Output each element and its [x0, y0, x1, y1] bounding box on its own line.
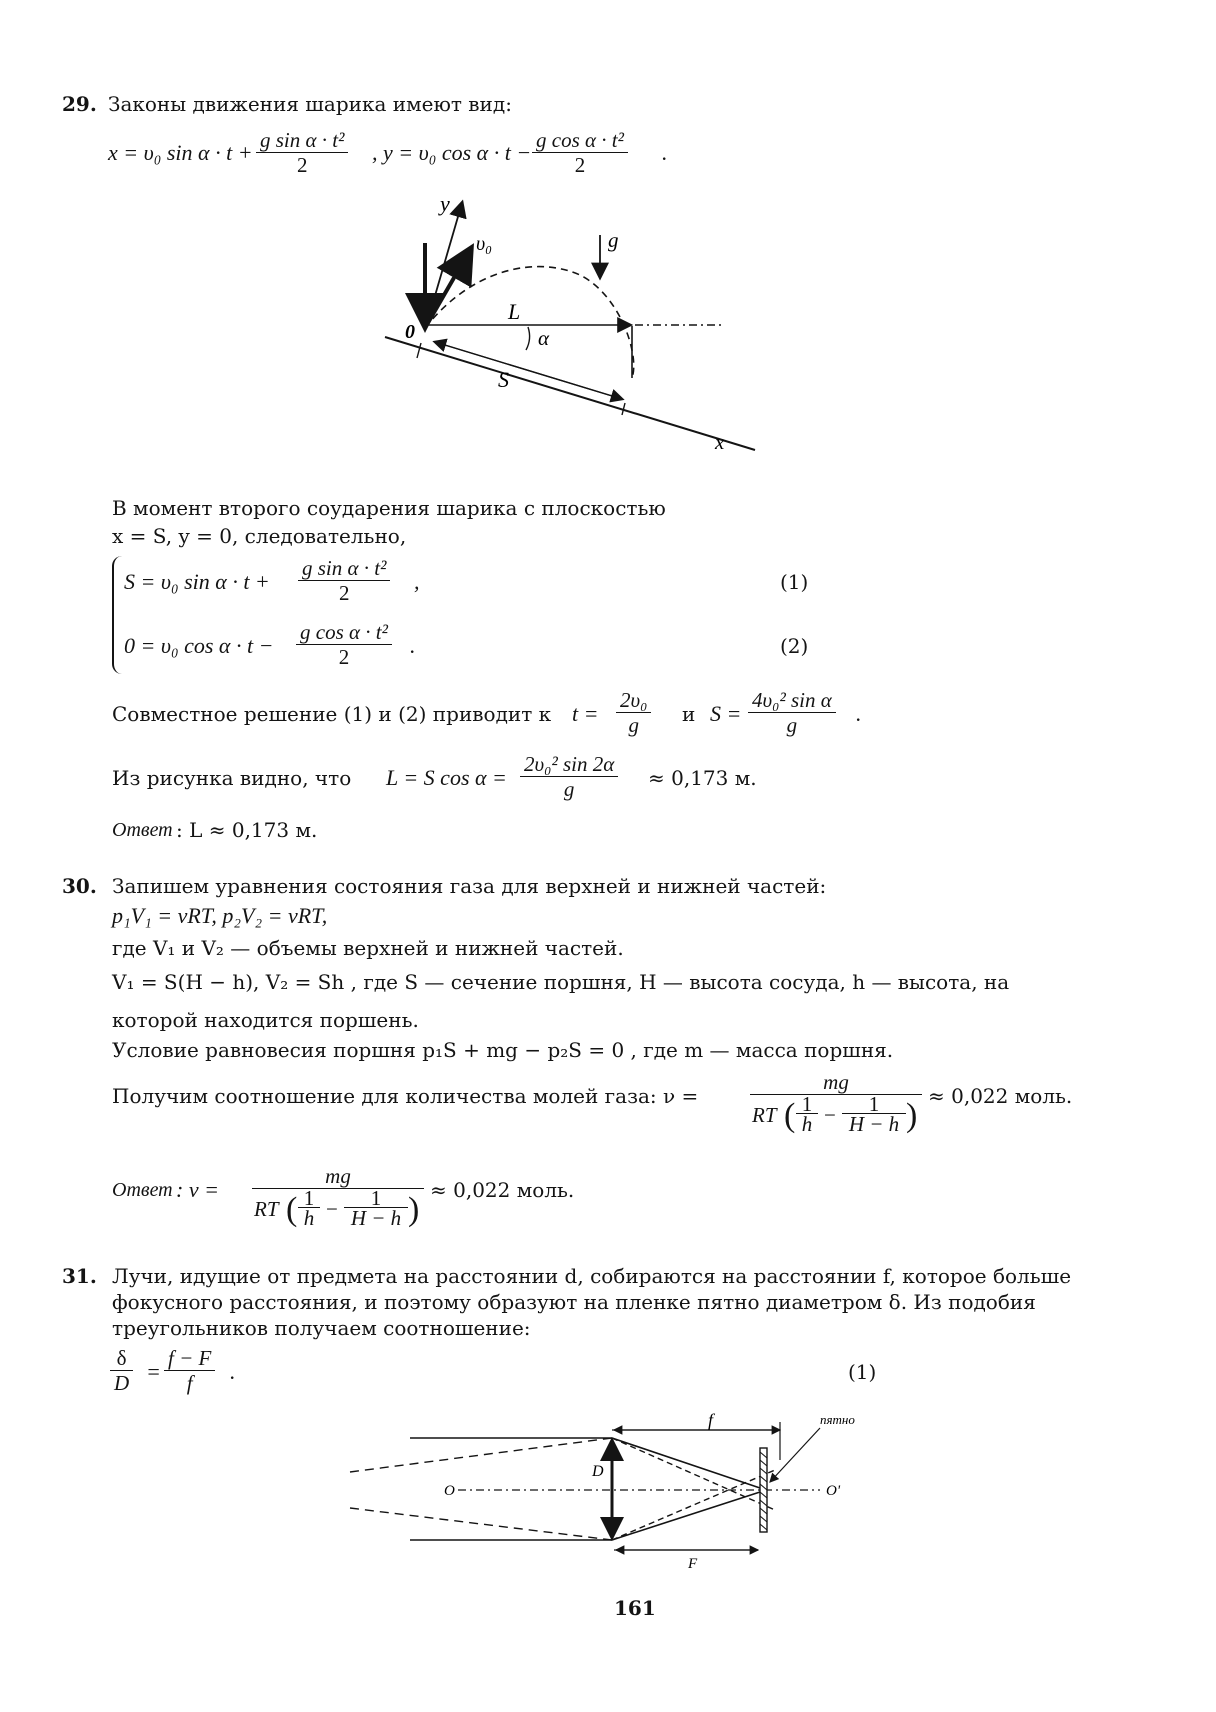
label-g: g⃗ [608, 228, 635, 252]
problem-30-number: 30. [62, 874, 97, 898]
eq2-fraction [296, 620, 392, 669]
answer-30-value: ≈ 0,022 моль. [430, 1178, 575, 1202]
label-y: y [440, 195, 450, 216]
spot-pointer [770, 1428, 820, 1482]
y-axis [425, 203, 462, 330]
law-y-denominator: 2 [574, 153, 586, 177]
eq1-tail: , [414, 569, 420, 594]
problem-31-line1: Лучи, идущие от предмета на расстоянии d, собираются на расстоянии f, которое больше [112, 1264, 1072, 1288]
t-fraction [616, 688, 651, 737]
S-line-back [435, 342, 622, 399]
problem-31-number: 31. [62, 1264, 97, 1288]
ratio-lhs-num: δ [110, 1346, 133, 1371]
ratio-eq: = [146, 1359, 161, 1384]
collision-text-2: x = S, y = 0, следовательно, [112, 524, 407, 548]
equilibrium-line: Условие равновесия поршня p₁S + mg − p₂S = 0 , где m — масса поршня. [112, 1038, 894, 1062]
collision-text-1: В момент второго соударения шарика с плоскостью [112, 496, 666, 520]
eq2-numerator: g cos α · t² [296, 620, 392, 645]
frac1-den: h [801, 1112, 813, 1136]
label-F: F [688, 1556, 698, 1570]
answer-right-paren: ) [408, 1191, 420, 1228]
where-volumes: где V₁ и V₂ — объемы верхней и нижней частей. [112, 936, 624, 960]
answer-frac2-num: 1 [344, 1189, 408, 1208]
S-numerator: 4υ₀² sin α [748, 688, 836, 713]
eq2-tag: (2) [780, 634, 809, 658]
answer-left-paren: ( [286, 1191, 298, 1228]
label-alpha: α [538, 326, 550, 350]
law-y-numerator: g cos α · t² [532, 128, 628, 153]
eq1-tag: (1) [780, 570, 809, 594]
refracted-top [612, 1438, 760, 1488]
L-lhs: L = S cos α = [386, 765, 507, 790]
nu-den-prefix: RT [752, 1103, 777, 1127]
eq1-numerator: g sin α · t² [298, 556, 390, 581]
t-lhs: t = [572, 701, 599, 726]
answer-nu-fraction [252, 1164, 424, 1229]
answer-29-label: Ответ [112, 819, 173, 841]
ratio-tag: (1) [848, 1360, 877, 1384]
trajectory [425, 267, 634, 378]
ratio-rhs-den: f [186, 1371, 193, 1395]
law-y-fraction [532, 128, 628, 177]
eq2-tail: . [410, 633, 416, 658]
nu-numerator: mg [750, 1070, 922, 1095]
answer-inner-frac1 [298, 1186, 320, 1230]
frac2-den: H − h [848, 1112, 900, 1136]
refracted-bottom-dashed [612, 1470, 775, 1540]
nu-inner-frac2 [842, 1092, 906, 1136]
t-numerator: 2υ₀ [616, 688, 651, 713]
label-v0: υ₀ [476, 233, 493, 255]
page-number: 161 [614, 1596, 656, 1620]
L-denominator: g [563, 777, 575, 801]
label-O: O [444, 1483, 455, 1499]
law-period: . [662, 140, 668, 165]
S-tick-left [417, 343, 421, 358]
L-value: ≈ 0,173 м. [648, 766, 757, 790]
answer-frac2-den: H − h [350, 1206, 402, 1230]
nu-inner-frac1 [796, 1092, 818, 1136]
answer-frac1-num: 1 [298, 1189, 320, 1208]
and-word: и [682, 702, 696, 726]
law-y-lhs: , y = υ₀ cos α · t − [372, 140, 532, 165]
S-lhs: S = [710, 701, 742, 726]
answer-minus: − [326, 1197, 338, 1221]
t-denominator: g [628, 713, 639, 737]
label-O-prime: O' [826, 1483, 841, 1499]
answer-inner-frac2 [344, 1186, 408, 1230]
label-D: D [592, 1463, 604, 1480]
answer-nu-denominator [252, 1186, 424, 1230]
L-numerator: 2υ₀² sin 2α [520, 752, 618, 777]
eq2-denominator: 2 [338, 645, 350, 669]
law-x-numerator: g sin α · t² [256, 128, 348, 153]
angle-arc [526, 327, 530, 350]
figure-text: Из рисунка видно, что [112, 766, 352, 790]
label-origin: 0 [405, 321, 415, 343]
label-x: x [715, 430, 725, 454]
L-fraction [520, 752, 618, 801]
problem-29-intro: Законы движения шарика имеют вид: [108, 92, 512, 116]
problem-29-number: 29. [62, 92, 97, 116]
answer-30-label: Ответ [112, 1179, 173, 1201]
nu-fraction [750, 1070, 922, 1135]
S-denominator: g [786, 713, 798, 737]
answer-nu-den-prefix: RT [254, 1197, 279, 1221]
velocity-vector [425, 250, 470, 328]
law-x-fraction [256, 128, 348, 177]
problem-31-line3: треугольников получаем соотношение: [112, 1316, 531, 1340]
nu-minus: − [824, 1103, 836, 1127]
ratio-rhs-num: f − F [164, 1346, 215, 1371]
eq1-lhs: S = υ₀ sin α · t + [124, 569, 270, 594]
system-brace [112, 556, 122, 674]
label-S: S [498, 367, 509, 392]
frac2-num: 1 [842, 1095, 906, 1114]
law-x-denominator: 2 [296, 153, 308, 177]
refracted-bottom [612, 1492, 760, 1540]
nu-denominator [750, 1092, 922, 1136]
moles-value: ≈ 0,022 моль. [928, 1084, 1073, 1108]
problem-31-line2: фокусного расстояния, и поэтому образуют на пленке пятно диаметром δ. Из подобия [112, 1290, 1036, 1314]
volumes-continuation: которой находится поршень. [112, 1008, 419, 1032]
eq1-denominator: 2 [338, 581, 350, 605]
moles-text: Получим соотношение для количества молей газа: ν = [112, 1084, 699, 1108]
ray-top-dashed [350, 1438, 612, 1472]
eq1-fraction [298, 556, 390, 605]
ratio-tail: . [230, 1359, 236, 1384]
left-paren: ( [784, 1097, 796, 1134]
answer-30-prefix: : ν = [176, 1177, 219, 1202]
answer-29-value: : L ≈ 0,173 м. [176, 818, 318, 842]
state-equations: p₁V₁ = νRT, p₂V₂ = νRT, [112, 903, 328, 928]
ray-bottom-dashed [350, 1508, 612, 1540]
S-fraction [748, 688, 836, 737]
label-f: f [708, 1410, 714, 1430]
incline-figure [380, 195, 800, 465]
ratio-lhs-den: D [114, 1371, 130, 1395]
refracted-top-dashed [612, 1438, 775, 1510]
volumes-line: V₁ = S(H − h), V₂ = Sh , где S — сечение поршня, H — высота сосуда, h — высота, на [112, 970, 1010, 994]
answer-nu-numerator: mg [252, 1164, 424, 1189]
lens-figure [340, 1400, 900, 1570]
ratio-rhs [164, 1346, 215, 1395]
S-tail: . [856, 701, 862, 726]
frac1-num: 1 [796, 1095, 818, 1114]
answer-frac1-den: h [303, 1206, 315, 1230]
law-x-lhs: x = υ₀ sin α · t + [108, 140, 253, 165]
right-paren: ) [906, 1097, 918, 1134]
label-spot: пятно [820, 1412, 855, 1427]
problem-30-intro: Запишем уравнения состояния газа для верхней и нижней частей: [112, 874, 827, 898]
joint-solution-text: Совместное решение (1) и (2) приводит к [112, 702, 552, 726]
label-L: L [508, 299, 521, 324]
ratio-lhs [110, 1346, 133, 1395]
eq2-lhs: 0 = υ₀ cos α · t − [124, 633, 274, 658]
incline-x-axis [385, 337, 755, 450]
